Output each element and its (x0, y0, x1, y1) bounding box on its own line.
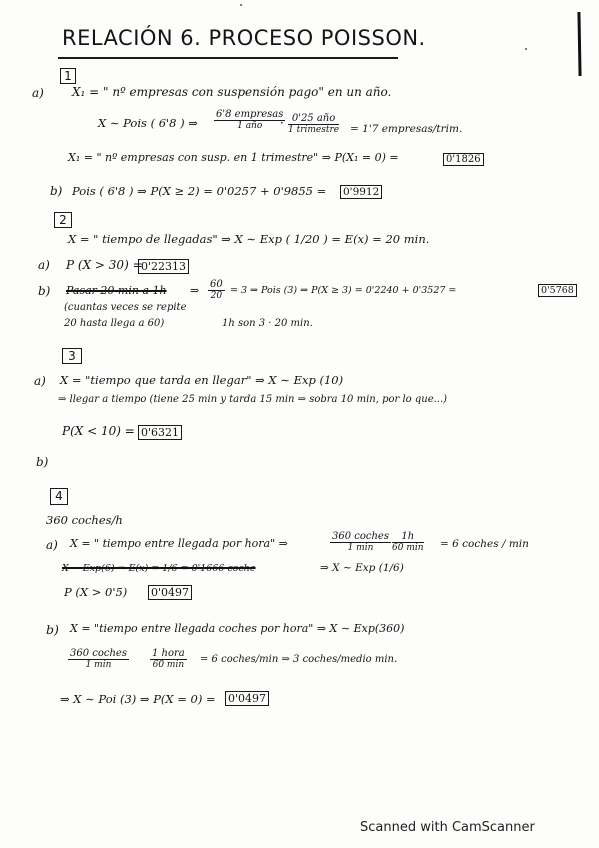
exercise-number-2: 2 (54, 212, 72, 228)
ex2-a-answer-box: 0'22313 (138, 259, 189, 274)
ex2-note-line2: 20 hasta llega a 60) (64, 318, 165, 329)
ex4-a-frac1-num: 360 coches (332, 531, 389, 542)
ex2-frac-num: 60 (210, 279, 223, 290)
ex4-a-frac2-num: 1h (392, 531, 424, 543)
ex4-a-fraction-hour-min (392, 531, 424, 553)
ex2-note-line3: 1h son 3 · 20 min. (222, 318, 313, 329)
camscanner-watermark: Scanned with CamScanner (360, 820, 535, 835)
ex4-b-fraction-hour-min (150, 648, 187, 670)
scan-speck (525, 48, 527, 50)
ex1-frac1-den: 1 año (237, 121, 263, 131)
ex2-b-answer-box: 0'5768 (538, 284, 577, 297)
ex4-b-rate-result: = 6 coches/min ⇒ 3 coches/medio min. (200, 654, 398, 665)
ex4-a-distribution: ⇒ X ∼ Exp (1/6) (320, 562, 404, 574)
ex3-a-answer-box: 0'6321 (138, 425, 182, 440)
ex1-a-rate-result: = 1'7 empresas/trim. (350, 123, 463, 135)
ex4-b-label: b) (46, 622, 59, 637)
ex4-b-fraction-coches-min (68, 648, 129, 670)
ex2-definition: X = " tiempo de llegadas" ⇒ X ∼ Exp ( 1/20 ) = E(x) = 20 min. (68, 232, 430, 246)
page-edge-mark (577, 12, 581, 76)
ex4-a-probability: P (X > 0'5) (64, 585, 128, 599)
ex3-a-label: a) (34, 374, 46, 388)
ex2-b-poisson-calculation: = 3 ⇒ Pois (3) ⇒ P(X ≥ 3) = 0'2240 + 0'3527 = (230, 285, 457, 296)
ex4-a-answer-box: 0'0497 (148, 585, 192, 600)
ex1-b-answer-box: 0'9912 (340, 185, 382, 199)
ex1-a-definition: X₁ = " nº empresas con suspensión pago" en un año. (72, 85, 392, 99)
ex4-b-frac2-num: 1 hora (152, 648, 185, 659)
ex1-a-answer-box: 0'1826 (443, 153, 484, 166)
ex1-a-distribution: X ∼ Pois ( 6'8 ) ⇒ (98, 116, 198, 130)
ex1-a-label: a) (32, 86, 44, 100)
ex2-b-struck-text: Pasar 20 min a 1h (66, 284, 167, 297)
page-title: RELACIÓN 6. PROCESO POISSON. (62, 26, 426, 50)
ex4-a-rate-result: = 6 coches / min (440, 538, 529, 550)
ex4-b-answer-box: 0'0497 (225, 691, 269, 706)
ex3-a-definition: X = "tiempo que tarda en llegar" ⇒ X ∼ Exp (10) (60, 373, 344, 387)
ex4-a-definition: X = " tiempo entre llegada por hora" ⇒ (70, 537, 288, 550)
ex4-b-definition: X = "tiempo entre llegada coches por hora" ⇒ X ∼ Exp(360) (70, 622, 405, 635)
ex3-a-probability: P(X < 10) = (62, 424, 135, 438)
ex3-b-label: b) (36, 455, 49, 469)
ex2-b-label: b) (38, 284, 51, 298)
ex1-fraction-ano-trimestre (288, 113, 339, 135)
ex4-b-poisson: ⇒ X ∼ Poi (3) ⇒ P(X = 0) = (60, 692, 216, 706)
ex2-fraction-60-20 (208, 279, 225, 301)
scan-speck (240, 4, 242, 6)
ex4-a-fraction-coches-min (330, 531, 391, 553)
ex4-a-frac2-den: 60 min (392, 543, 424, 553)
ex3-a-explanation: ⇒ llegar a tiempo (tiene 25 min y tarda 15 min ⇒ sobra 10 min, por lo que...) (58, 394, 448, 405)
exercise-number-1: 1 (60, 68, 76, 84)
ex2-a-probability: P (X > 30) = (66, 258, 143, 272)
ex4-b-frac2-den: 60 min (152, 660, 185, 670)
ex4-a-frac1-den: 1 min (347, 543, 374, 553)
exercise-number-3: 3 (62, 348, 82, 364)
ex4-a-struck-line: X ∼ Exp(6) ⇒ E(x) = 1/6 = 0'1666 coche (62, 563, 256, 574)
ex1-fraction-empresas-ano (214, 109, 285, 131)
ex1-frac2-den: 1 trimestre (288, 125, 340, 135)
title-underline (58, 57, 398, 59)
exercise-number-4: 4 (50, 488, 68, 505)
ex2-note-line1: (cuantas veces se repite (64, 302, 187, 313)
ex1-frac1-num: 6'8 empresas (216, 109, 284, 120)
ex1-b-calculation: Pois ( 6'8 ) ⇒ P(X ≥ 2) = 0'0257 + 0'9855 = (72, 184, 327, 198)
ex4-a-label: a) (46, 538, 58, 552)
ex4-b-frac1-num: 360 coches (70, 648, 127, 659)
ex2-frac-den: 20 (210, 291, 223, 301)
ex2-b-arrow: ⇒ (190, 284, 200, 297)
ex1-a-trimester-variable: X₁ = " nº empresas con susp. en 1 trimestre" ⇒ P(X₁ = 0) = (68, 151, 399, 164)
ex1-frac2-num: 0'25 año (288, 113, 339, 125)
ex1-b-label: b) (50, 184, 63, 198)
ex4-b-frac1-den: 1 min (85, 660, 112, 670)
ex2-a-label: a) (38, 258, 50, 272)
ex4-intro-rate: 360 coches/h (46, 513, 123, 527)
ex1-multiply-dot: · (280, 116, 284, 130)
